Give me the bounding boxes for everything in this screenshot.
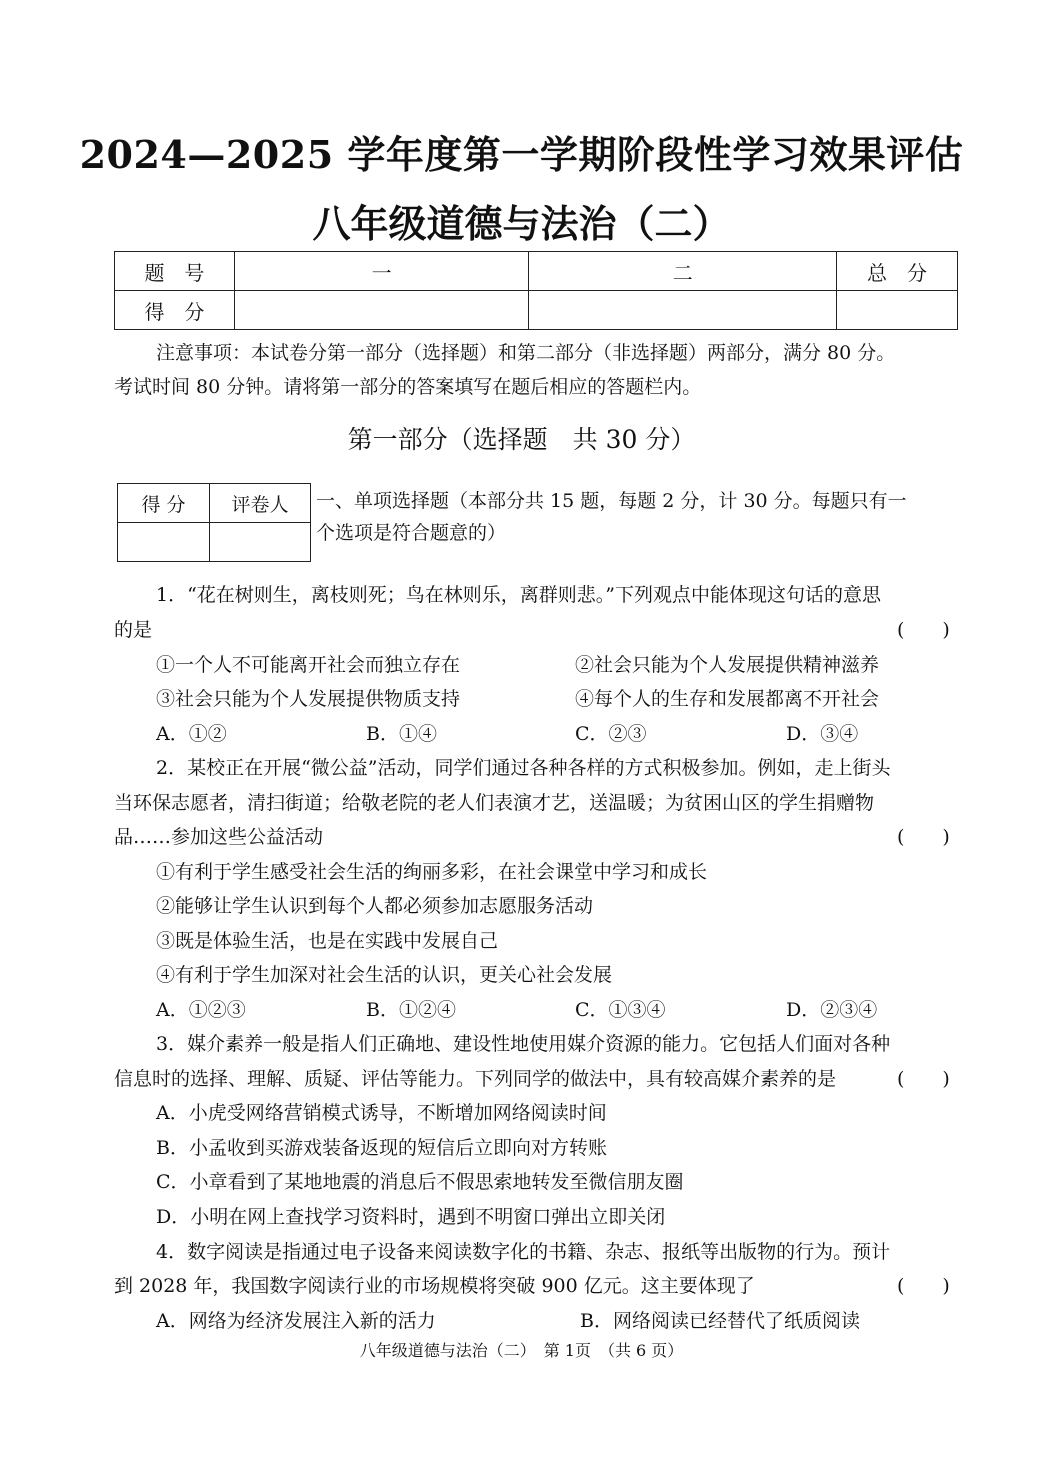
q1-stem-line1: 1．“花在树则生，离枝则死；鸟在林则乐，离群则悲。”下列观点中能体现这句话的意思	[156, 584, 882, 606]
score-cell-total[interactable]	[837, 291, 958, 330]
q2-option-d[interactable]: D．②③④	[786, 999, 878, 1021]
q2-stem-line1: 2．某校正在开展“微公益”活动，同学们通过各种各样的方式积极参加。例如，走上街头	[156, 757, 891, 779]
q2-stem-line2: 当环保志愿者，清扫街道；给敬老院的老人们表演才艺，送温暖；为贫困山区的学生捐赠物	[114, 792, 875, 814]
grader-name-cell[interactable]	[210, 523, 311, 562]
section-intro-line2: 个选项是符合题意的）	[316, 522, 507, 544]
q3-stem-line2: 信息时的选择、理解、质疑、评估等能力。下列同学的做法中，具有较高媒介素养的是	[114, 1068, 837, 1090]
exam-title: 2024—2025 学年度第一学期阶段性学习效果评估	[79, 132, 964, 177]
q1-statement-1: ①一个人不可能离开社会而独立存在	[156, 654, 461, 676]
q1-statement-4: ④每个人的生存和发展都离不开社会	[575, 688, 880, 710]
q1-answer-blank[interactable]: ( )	[897, 619, 950, 641]
q3-option-a[interactable]: A．小虎受网络营销模式诱导，不断增加网络阅读时间	[156, 1102, 607, 1124]
q3-stem-line1: 3．媒介素养一般是指人们正确地、建设性地使用媒介资源的能力。它包括人们面对各种	[156, 1033, 891, 1055]
score-header-part1: 一	[234, 252, 529, 291]
q4-option-b[interactable]: B．网络阅读已经替代了纸质阅读	[580, 1310, 860, 1332]
q4-answer-blank[interactable]: ( )	[897, 1275, 950, 1297]
q3-option-d[interactable]: D．小明在网上查找学习资料时，遇到不明窗口弹出立即关闭	[156, 1206, 666, 1228]
grader-name-label: 评卷人	[210, 484, 311, 523]
q1-option-c[interactable]: C．②③	[575, 723, 647, 745]
q2-statement-1: ①有利于学生感受社会生活的绚丽多彩，在社会课堂中学习和成长	[156, 861, 708, 883]
q1-option-d[interactable]: D．③④	[786, 723, 859, 745]
q2-answer-blank[interactable]: ( )	[897, 826, 950, 848]
grader-table	[117, 483, 311, 562]
q2-option-b[interactable]: B．①②④	[366, 999, 456, 1021]
section-intro-line1: 一、单项选择题（本部分共 15 题，每题 2 分，计 30 分。每题只有一	[316, 490, 907, 512]
q4-stem-line1: 4．数字阅读是指通过电子设备来阅读数字化的书籍、杂志、报纸等出版物的行为。预计	[156, 1241, 891, 1263]
q2-option-a[interactable]: A．①②③	[156, 999, 246, 1021]
q4-stem-line2: 到 2028 年，我国数字阅读行业的市场规模将突破 900 亿元。这主要体现了	[114, 1275, 755, 1297]
score-cell-part1[interactable]	[234, 291, 529, 330]
q2-statement-2: ②能够让学生认识到每个人都必须参加志愿服务活动	[156, 895, 594, 917]
page-footer: 八年级道德与法治（二） 第 1页 （共 6 页）	[359, 1341, 684, 1360]
q2-option-c[interactable]: C．①③④	[575, 999, 666, 1021]
q1-statement-3: ③社会只能为个人发展提供物质支持	[156, 688, 461, 710]
notice-line1: 注意事项：本试卷分第一部分（选择题）和第二部分（非选择题）两部分，满分 80 分。	[156, 342, 896, 364]
score-header-total: 总 分	[837, 252, 958, 291]
part1-heading: 第一部分（选择题 共 30 分）	[347, 425, 696, 454]
q1-stem-line2: 的是	[114, 619, 153, 641]
q4-option-a[interactable]: A．网络为经济发展注入新的活力	[156, 1310, 436, 1332]
q2-statement-3: ③既是体验生活，也是在实践中发展自己	[156, 930, 499, 952]
q2-stem-line3: 品……参加这些公益活动	[114, 826, 324, 848]
grader-score-label: 得 分	[118, 484, 210, 523]
q3-option-b[interactable]: B．小孟收到买游戏装备返现的短信后立即向对方转账	[156, 1137, 607, 1159]
exam-subtitle: 八年级道德与法治（二）	[312, 201, 731, 246]
notice-line2: 考试时间 80 分钟。请将第一部分的答案填写在题后相应的答题栏内。	[114, 376, 702, 398]
score-header-label: 题 号	[115, 252, 235, 291]
q1-option-b[interactable]: B．①④	[366, 723, 437, 745]
score-table	[114, 251, 958, 330]
q3-answer-blank[interactable]: ( )	[897, 1068, 950, 1090]
q1-statement-2: ②社会只能为个人发展提供精神滋养	[575, 654, 880, 676]
score-cell-part2[interactable]	[529, 291, 837, 330]
score-row-label: 得 分	[115, 291, 235, 330]
score-header-part2: 二	[529, 252, 837, 291]
q1-option-a[interactable]: A．①②	[156, 723, 227, 745]
q2-statement-4: ④有利于学生加深对社会生活的认识，更关心社会发展	[156, 964, 613, 986]
q3-option-c[interactable]: C．小章看到了某地地震的消息后不假思索地转发至微信朋友圈	[156, 1171, 684, 1193]
grader-score-cell[interactable]	[118, 523, 210, 562]
